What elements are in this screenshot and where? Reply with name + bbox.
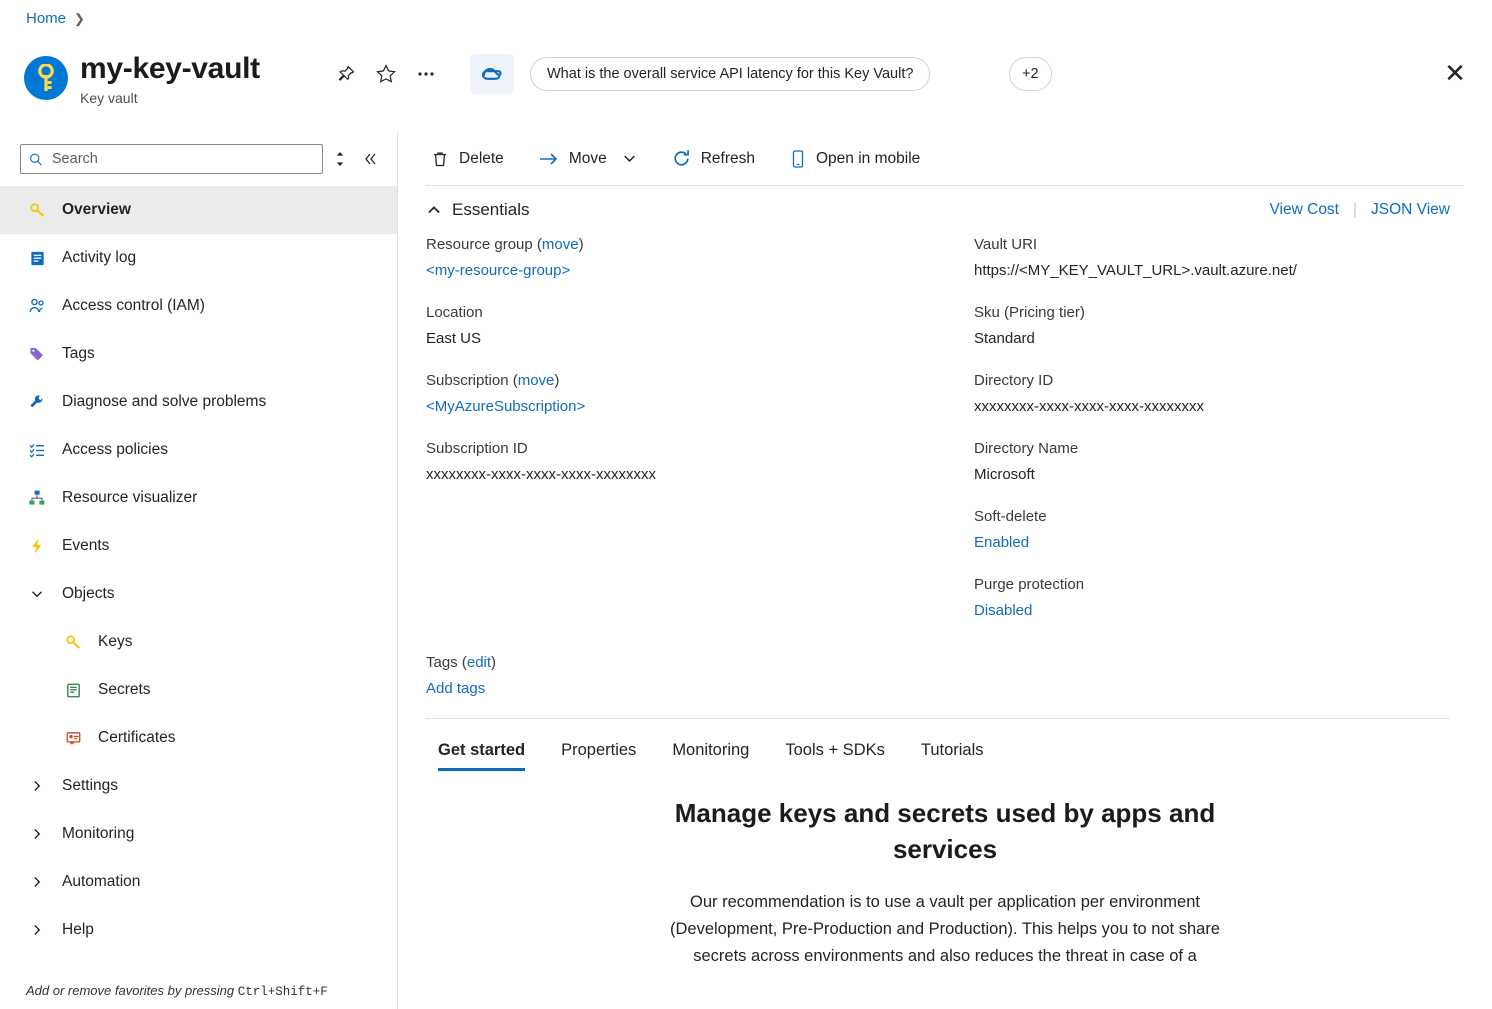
property-value: xxxxxxxx-xxxx-xxxx-xxxx-xxxxxxxx bbox=[426, 466, 656, 483]
move-resource-group-link[interactable]: move bbox=[541, 236, 579, 253]
sidebar-nav bbox=[0, 186, 397, 954]
property-value: xxxxxxxx-xxxx-xxxx-xxxx-xxxxxxxx bbox=[974, 398, 1204, 415]
secret-icon bbox=[62, 682, 84, 699]
tab-monitoring[interactable]: Monitoring bbox=[672, 741, 750, 759]
page-title: my-key-vault bbox=[80, 52, 260, 85]
wrench-icon bbox=[26, 393, 48, 411]
lightning-icon bbox=[26, 537, 48, 555]
sidebar-item-diagnose[interactable] bbox=[0, 378, 397, 426]
copilot-prompt-text: What is the overall service API latency for this Key Vault? bbox=[547, 66, 914, 82]
sidebar-item-overview[interactable] bbox=[0, 186, 397, 234]
copilot-icon bbox=[480, 62, 504, 86]
refresh-button[interactable] bbox=[667, 144, 759, 173]
copilot-more-chip[interactable] bbox=[1009, 57, 1052, 91]
property-key: Vault URI bbox=[974, 236, 1038, 253]
chevron-down-icon bbox=[622, 151, 637, 166]
property-location bbox=[426, 300, 974, 352]
sidebar-group-objects[interactable] bbox=[0, 570, 397, 618]
property-value: https://<MY_KEY_VAULT_URL>.vault.azure.net/ bbox=[974, 262, 1297, 279]
search-input[interactable] bbox=[50, 150, 314, 168]
sidebar-item-access-control[interactable] bbox=[0, 282, 397, 330]
resize-handle-icon[interactable] bbox=[327, 145, 353, 173]
chevron-right-icon bbox=[26, 923, 48, 937]
soft-delete-link[interactable]: Enabled bbox=[974, 534, 1030, 551]
sidebar-item-label: Certificates bbox=[98, 729, 176, 746]
property-key: Soft-delete bbox=[974, 508, 1047, 525]
sidebar-item-label: Keys bbox=[98, 633, 133, 650]
property-key-text: Resource group bbox=[426, 236, 533, 253]
refresh-label: Refresh bbox=[700, 149, 755, 167]
tab-tutorials[interactable]: Tutorials bbox=[920, 741, 984, 759]
mobile-icon bbox=[789, 149, 807, 169]
essentials-header bbox=[398, 186, 1492, 226]
sidebar-item-label: Tags bbox=[62, 345, 95, 362]
page-title-block bbox=[24, 50, 260, 106]
copilot-prompt-chip[interactable] bbox=[530, 57, 930, 91]
property-key: Directory ID bbox=[974, 372, 1054, 389]
copilot-button[interactable] bbox=[470, 54, 514, 94]
page-subtitle: Key vault bbox=[80, 90, 138, 106]
property-key-text: Subscription bbox=[426, 372, 509, 389]
sidebar-item-label: Secrets bbox=[98, 681, 151, 698]
essentials-properties bbox=[398, 226, 1492, 640]
sidebar-item-label: Activity log bbox=[62, 249, 137, 266]
sidebar-item-certificates[interactable] bbox=[0, 714, 397, 762]
hero-heading: Manage keys and secrets used by apps and services bbox=[674, 798, 1216, 864]
links-separator: | bbox=[1353, 201, 1358, 218]
chevron-right-icon bbox=[26, 827, 48, 841]
property-directory-name bbox=[974, 436, 1464, 488]
activity-log-icon bbox=[26, 250, 48, 267]
favorites-hint-keys: Ctrl+Shift+F bbox=[237, 985, 328, 999]
property-soft-delete bbox=[974, 504, 1464, 556]
sidebar-item-label: Automation bbox=[62, 873, 141, 890]
essentials-links bbox=[1270, 201, 1451, 219]
pin-icon[interactable] bbox=[330, 58, 362, 90]
delete-button[interactable] bbox=[426, 145, 508, 173]
resource-group-link[interactable]: <my-resource-group> bbox=[426, 262, 571, 279]
subscription-link[interactable]: <MyAzureSubscription> bbox=[426, 398, 586, 415]
open-in-mobile-button[interactable] bbox=[785, 145, 924, 173]
add-tags-link[interactable]: Add tags bbox=[426, 680, 486, 697]
sidebar-item-access-policies[interactable] bbox=[0, 426, 397, 474]
sidebar-item-events[interactable] bbox=[0, 522, 397, 570]
collapse-sidebar-icon[interactable] bbox=[357, 145, 383, 173]
trash-icon bbox=[430, 149, 450, 169]
tags-block bbox=[398, 640, 1492, 702]
copilot-more-text: +2 bbox=[1022, 66, 1039, 82]
tags-label-row: Tags (edit) bbox=[426, 654, 497, 671]
favorite-star-icon[interactable] bbox=[370, 58, 402, 90]
tab-get-started[interactable]: Get started bbox=[438, 741, 525, 771]
property-resource-group bbox=[426, 232, 974, 284]
essentials-title: Essentials bbox=[452, 200, 530, 219]
sidebar-item-label: Monitoring bbox=[62, 825, 135, 842]
search-box[interactable] bbox=[20, 144, 323, 174]
move-subscription-link[interactable]: move bbox=[517, 372, 555, 389]
hero-paragraph: Our recommendation is to use a vault per application per environment (Development, Pre-Production and Production). This helps you to not share secrets across environments and also reduces the threat in case of a bbox=[670, 893, 1220, 965]
sidebar-item-secrets[interactable] bbox=[0, 666, 397, 714]
sidebar-item-label: Events bbox=[62, 537, 110, 554]
key-icon bbox=[62, 634, 84, 651]
favorites-hint-text: Add or remove favorites by pressing bbox=[26, 983, 238, 998]
edit-tags-link[interactable]: edit bbox=[466, 654, 492, 671]
key-icon bbox=[26, 202, 48, 219]
add-tags-row bbox=[426, 676, 1464, 702]
main-content bbox=[398, 132, 1492, 1009]
property-purge-protection bbox=[974, 572, 1464, 624]
move-label: Move bbox=[568, 149, 607, 167]
chevron-up-icon bbox=[426, 202, 442, 218]
property-value bbox=[426, 394, 974, 420]
more-options-icon[interactable] bbox=[410, 58, 442, 90]
property-key: Directory Name bbox=[974, 440, 1079, 457]
chevron-right-icon: ❯ bbox=[74, 10, 85, 26]
key-glyph-icon bbox=[37, 64, 55, 92]
get-started-hero bbox=[398, 771, 1492, 970]
chevron-right-icon bbox=[26, 779, 48, 793]
property-directory-id bbox=[974, 368, 1464, 420]
chevron-down-icon bbox=[26, 587, 48, 601]
sidebar-item-resource-visualizer[interactable] bbox=[0, 474, 397, 522]
essentials-right-column bbox=[974, 232, 1464, 640]
property-value bbox=[426, 258, 974, 284]
property-value: East US bbox=[426, 330, 482, 347]
sidebar-search-row bbox=[0, 132, 397, 184]
refresh-icon bbox=[671, 148, 692, 169]
visualizer-icon bbox=[26, 489, 48, 507]
sidebar bbox=[0, 132, 398, 1009]
tab-tools-sdks[interactable]: Tools + SDKs bbox=[785, 741, 885, 759]
property-value bbox=[974, 530, 1464, 556]
search-icon bbox=[29, 152, 43, 167]
sidebar-group-automation[interactable] bbox=[0, 858, 397, 906]
open-in-mobile-label: Open in mobile bbox=[816, 149, 921, 167]
json-view-link[interactable]: JSON View bbox=[1371, 201, 1450, 218]
essentials-toggle[interactable] bbox=[426, 200, 529, 220]
tags-label: Tags bbox=[426, 654, 458, 671]
essentials-left-column bbox=[426, 232, 974, 640]
property-value bbox=[974, 598, 1464, 624]
sidebar-item-label: Diagnose and solve problems bbox=[62, 393, 267, 410]
property-subscription bbox=[426, 368, 974, 420]
property-key: Subscription (move) bbox=[426, 372, 560, 389]
breadcrumb bbox=[26, 10, 85, 27]
move-button[interactable] bbox=[534, 145, 641, 173]
property-key: Purge protection bbox=[974, 576, 1085, 593]
command-bar bbox=[398, 132, 1492, 185]
key-vault-icon bbox=[24, 56, 68, 100]
sidebar-item-tags[interactable] bbox=[0, 330, 397, 378]
sidebar-item-label: Settings bbox=[62, 777, 119, 794]
sidebar-item-label: Overview bbox=[62, 201, 131, 218]
favorites-hint bbox=[26, 983, 328, 999]
property-subscription-id bbox=[426, 436, 974, 488]
sidebar-item-keys[interactable] bbox=[0, 618, 397, 666]
breadcrumb-home[interactable]: Home bbox=[26, 10, 67, 27]
sidebar-group-help[interactable] bbox=[0, 906, 397, 954]
content-tabs bbox=[398, 719, 1492, 771]
chevron-right-icon bbox=[26, 875, 48, 889]
property-value: Standard bbox=[974, 330, 1035, 347]
property-key: Subscription ID bbox=[426, 440, 528, 457]
sidebar-item-label: Help bbox=[62, 921, 94, 938]
close-icon[interactable]: ✕ bbox=[1444, 57, 1466, 88]
arrow-right-icon bbox=[538, 149, 560, 169]
purge-protection-link[interactable]: Disabled bbox=[974, 602, 1033, 619]
sidebar-item-activity-log[interactable] bbox=[0, 234, 397, 282]
sidebar-group-monitoring[interactable] bbox=[0, 810, 397, 858]
title-actions bbox=[330, 58, 442, 90]
tag-icon bbox=[26, 345, 48, 363]
sidebar-item-label: Resource visualizer bbox=[62, 489, 198, 506]
certificate-icon bbox=[62, 730, 84, 747]
sidebar-group-settings[interactable] bbox=[0, 762, 397, 810]
policy-list-icon bbox=[26, 441, 48, 459]
sidebar-item-label: Objects bbox=[62, 585, 115, 602]
property-value: Microsoft bbox=[974, 466, 1035, 483]
property-key: Sku (Pricing tier) bbox=[974, 304, 1085, 321]
property-vault-uri bbox=[974, 232, 1464, 284]
property-sku bbox=[974, 300, 1464, 352]
people-icon bbox=[26, 297, 48, 315]
property-key: Location bbox=[426, 304, 483, 321]
sidebar-item-label: Access policies bbox=[62, 441, 168, 458]
tab-properties[interactable]: Properties bbox=[561, 741, 637, 759]
sidebar-item-label: Access control (IAM) bbox=[62, 297, 205, 314]
delete-label: Delete bbox=[459, 149, 504, 167]
property-key: Resource group (move) bbox=[426, 236, 584, 253]
view-cost-link[interactable]: View Cost bbox=[1269, 201, 1339, 218]
